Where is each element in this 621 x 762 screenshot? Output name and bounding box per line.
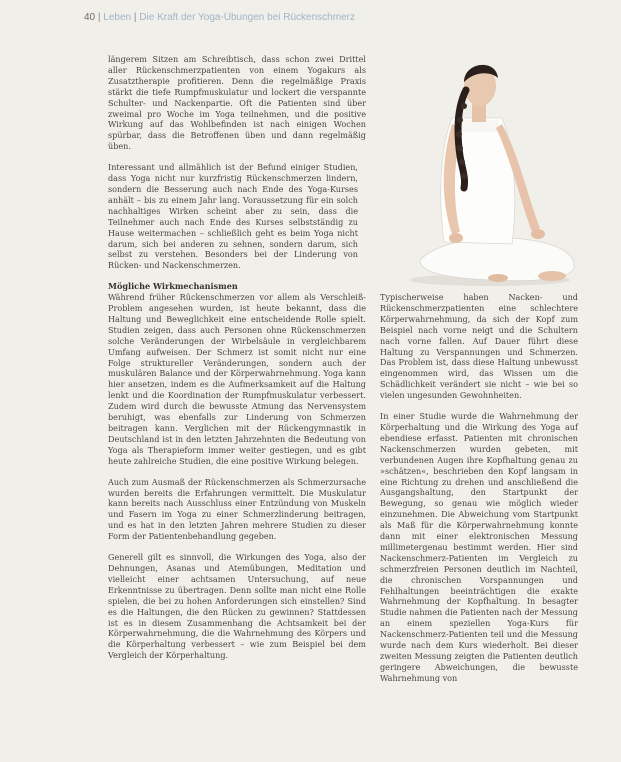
header-separator-2: | xyxy=(133,12,140,23)
yoga-photo xyxy=(380,28,578,290)
left-paragraph-4: Auch zum Ausmaß der Rückenschmerzen als Schmerzursache wurden bereits die Erfahrungen vermittelt. Die Muskulatur kann bereits nach Ausschluss einer Entzündung von Muskeln und Fasern im Yoga zu einer Schmerzlinderung beitragen, und es hat in den letzten Jahren mehrere Studien zu dieser Form der Patientenbehandlung gegeben. xyxy=(108,476,366,542)
left-paragraph-2: Interessant und allmählich ist der Befund einiger Studien, dass Yoga nicht nur kurzfristig Rückenschmerzen lindern, sondern die Besserung auch nach Ende des Yoga-Kurses anhält – bis zu einem Jahr lang. Voraussetzung für ein solch nachhaltiges Wirken scheint aber zu sein, dass die Teilnehmer auch nach Ende des Kurses selbstständig zu Hause weitermachen – schließlich geht es beim Yoga nicht darum, sich bei anderen zu sehnen, sondern darum, sich selbst zu verstehen. Besonders bei der Linderung von Rücken- und Nackenschmerzen. xyxy=(108,162,358,271)
header-title: Die Kraft der Yoga-Übungen bei Rückenschmerz xyxy=(139,12,355,23)
left-paragraph-5: Generell gilt es sinnvoll, die Wirkungen des Yoga, also der Dehnungen, Asanas und Atemübungen, Meditation und vielleicht einer achtsamen Untersuchung, auf neue Erkenntnisse zu übertragen. Denn sollte man nicht eine Rolle spielen, die bei zu hohen Anforderungen sich einstellen? Sind es die Haltungen, die den Rücken zu gewinnen? Stattdessen ist es in diesem Zusammenhang die Achtsamkeit bei der Körperwahrnehmung, die die Wahrnehmung des Körpers und die Körperhaltung verbessert – wie zum Beispiel bei dem Vergleich der Körperhaltung. xyxy=(108,552,366,661)
right-column xyxy=(380,292,578,694)
left-paragraph-1: längerem Sitzen am Schreibtisch, dass schon zwei Drittel aller Rückenschmerzpatienten von einem Yogakurs als Zusatztherapie profitieren. Denn die regelmäßige Praxis stärkt die tiefe Rumpfmuskulatur und lockert die verspannte Schulter- und Nackenpartie. Oft die Patienten sind über zweimal pro Woche im Yoga teilnehmen, und die positive Wirkung auf das Wohlbefinden ist nach einigen Wochen spürbar, dass die Betroffenen üben und dann regelmäßig üben. xyxy=(108,54,366,152)
page-number: 40 xyxy=(84,12,96,23)
right-paragraph-2: In einer Studie wurde die Wahrnehmung der Körperhaltung und die Wirkung des Yoga auf ebendiese erfasst. Patienten mit chronischen Nackenschmerzen wurden gebeten, mit verbundenen Augen ihre Kopfhaltung genau zu »schätzen«, beschrieben den Kopf langsam in eine Richtung zu drehen und anschließend die Ausgangshaltung, den Startpunkt der Bewegung, so genau wie möglich wieder einzunehmen. Die Abweichung vom Startpunkt als Maß für die Körperwahrnehmung konnte dann mit einer elektronischen Messung millimetergenau bestimmt werden. Hier sind Nackenschmerz-Patienten im Vergleich zu schmerzfreien Personen deutlich im Nachteil, die chronischen Vorspannungen und Fehlhaltungen beeinträchtigen die exakte Wahrnehmung der Kopfhaltung. In besagter Studie nahmen die Patienten nach der Messung an einem speziellen Yoga-Kurs für Nackenschmerz-Patienten teil und die Messung wurde nach dem Kurs wiederholt. Bei dieser zweiten Messung zeigten die Patienten deutlich geringere Abweichungen, die bewusste Wahrnehmung von xyxy=(380,411,578,683)
left-paragraph-3: Während früher Rückenschmerzen vor allem als Verschleiß-Problem angesehen wurden, ist heute bekannt, dass die Haltung und Beweglichkeit eine entscheidende Rolle spielt. Studien zeigen, dass auch Personen ohne Rückenschmerzen solche Veränderungen der Wirbelsäule in vergleichbarem Umfang aufweisen. Der Schmerz ist somit nicht nur eine Folge struktureller Veränderungen, sondern auch der muskulären Balance und der Körperwahrnehmung. Yoga kann hier ansetzen, indem es die Aufmerksamkeit auf die Haltung lenkt und die Koordination der Rumpfmuskulatur verbessert. Zudem wird durch die bewusste Atmung das Nervensystem beruhigt, was ebenfalls zur Linderung von Schmerzen beitragen kann. Verglichen mit der Rückengymnastik in Deutschland ist in den letzten Jahrzehnten die Bedeutung von Yoga als Therapieform immer weiter gestiegen, und es gibt heute zahlreiche Studien, die eine positive Wirkung belegen. xyxy=(108,292,366,466)
header-separator: | xyxy=(97,12,104,23)
running-header xyxy=(84,12,544,26)
section-heading: Mögliche Wirkmechanismen xyxy=(108,281,238,292)
header-section: Leben xyxy=(103,12,132,23)
right-paragraph-1: Typischerweise haben Nacken- und Rückenschmerzpatienten eine schlechtere Körperwahrnehmung, da sich der Kopf zum Beispiel nach vorne neigt und die Schultern nach vorne fallen. Auf Dauer führt diese Haltung zu Verspannungen und Schmerzen. Das Problem ist, dass diese Haltung unbewusst eingenommen wird, das Wissen um die Schädlichkeit verändert sie nicht – wie bei so vielen ungesunden Gewohnheiten. xyxy=(380,292,578,401)
left-column xyxy=(108,54,366,671)
